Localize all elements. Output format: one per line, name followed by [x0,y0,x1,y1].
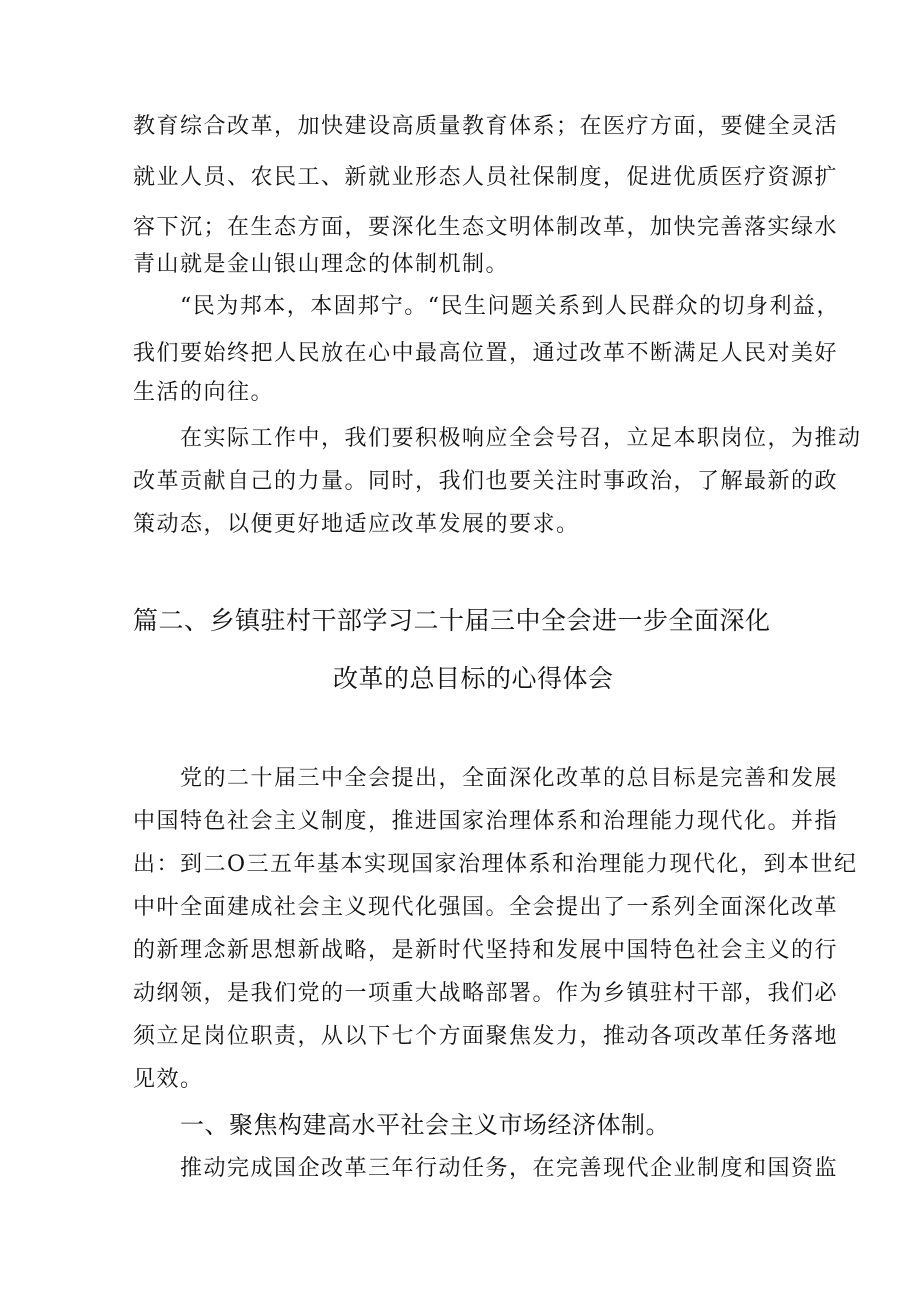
paragraph-line: 出：到二O三五年基本实现国家治理体系和治理能力现代化，到本世纪 [133,852,858,877]
paragraph-line: 的新理念新思想新战略，是新时代坚持和发展中国特色社会主义的行 [133,938,839,963]
paragraph-line: 须立足岗位职责，从以下七个方面聚焦发力，推动各项改革任务落地 [133,1024,839,1049]
paragraph-line: 青山就是金山银山理念的体制机制。 [133,252,510,277]
section-title-continued: 改革的总目标的心得体会 [333,664,614,693]
paragraph-line: 党的二十届三中全会提出，全面深化改革的总目标是完善和发展 [180,766,839,791]
paragraph-line: 生活的向往。 [133,380,275,405]
paragraph-line: 动纲领，是我们党的一项重大战略部署。作为乡镇驻村干部，我们必 [133,981,839,1006]
paragraph-line: “民为邦本，本固邦宁。“民生问题关系到人民群众的切身利益， [180,294,840,319]
paragraph-line: 我们要始终把人民放在心中最高位置，通过改革不断满足人民对美好 [133,341,839,366]
paragraph-line: 在实际工作中，我们要积极响应全会号召，立足本职岗位，为推动 [180,426,862,451]
paragraph-line: 策动态，以便更好地适应改革发展的要求。 [133,512,580,537]
point-heading: 一、聚焦构建高水平社会主义市场经济体制。 [180,1111,670,1139]
paragraph-line: 中叶全面建成社会主义现代化强国。全会提出了一系列全面深化改革 [133,895,839,920]
paragraph-line: 教育综合改革，加快建设高质量教育体系；在医疗方面，要健全灵活 [133,114,839,139]
paragraph-line: 见效。 [133,1067,204,1092]
paragraph-line: 中国特色社会主义制度，推进国家治理体系和治理能力现代化。并指 [133,809,839,834]
paragraph-line: 容下沉；在生态方面，要深化生态文明体制改革，加快完善落实绿水 [133,215,839,240]
paragraph-line: 就业人员、农民工、新就业形态人员社保制度，促进优质医疗资源扩 [133,165,839,190]
paragraph-line: 推动完成国企改革三年行动任务，在完善现代企业制度和国资监 [180,1156,839,1181]
section-title: 篇二、乡镇驻村干部学习二十届三中全会进一步全面深化 [133,606,771,635]
paragraph-line: 改革贡献自己的力量。同时，我们也要关注时事政治，了解最新的政 [133,469,839,494]
